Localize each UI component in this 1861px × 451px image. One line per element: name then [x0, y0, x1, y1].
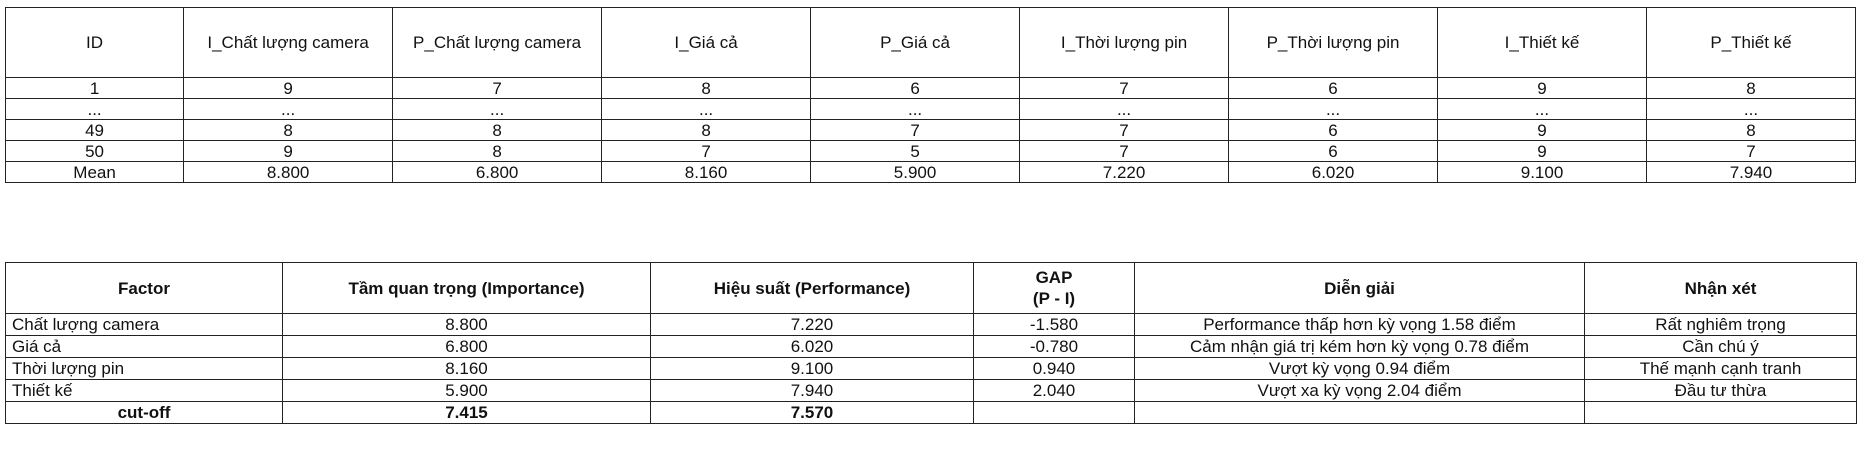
table-row — [6, 141, 1856, 162]
table-cell: 8 — [602, 120, 811, 141]
table-cell: 7 — [393, 78, 602, 99]
table-cell: 8.160 — [602, 162, 811, 183]
table-cell: ... — [1647, 99, 1856, 120]
table-header-row — [6, 263, 1857, 314]
table-cell: 7 — [811, 120, 1020, 141]
table-row — [6, 78, 1856, 99]
empty-cell — [1585, 402, 1857, 424]
table-cell: Cảm nhận giá trị kém hơn kỳ vọng 0.78 điểm — [1135, 336, 1585, 358]
table-cell: 8 — [393, 141, 602, 162]
table-row — [6, 99, 1856, 120]
table-cell: 9 — [1438, 120, 1647, 141]
table-cell: 9 — [1438, 141, 1647, 162]
header-comment: Nhận xét — [1585, 263, 1857, 314]
header-id: ID — [6, 8, 184, 78]
header-p-price: P_Giá cả — [811, 8, 1020, 78]
table-cell: 7 — [602, 141, 811, 162]
table-cell: 6.800 — [283, 336, 651, 358]
table-header-row — [6, 8, 1856, 78]
table-cell: 8 — [602, 78, 811, 99]
header-interpretation: Diễn giải — [1135, 263, 1585, 314]
table-cell: 1 — [6, 78, 184, 99]
cutoff-label: cut-off — [6, 402, 283, 424]
header-i-design: I_Thiết kế — [1438, 8, 1647, 78]
factor-cell: Chất lượng camera — [6, 314, 283, 336]
mean-row — [6, 162, 1856, 183]
header-i-price: I_Giá cả — [602, 8, 811, 78]
table-cell: 0.940 — [974, 358, 1135, 380]
table-cell: Performance thấp hơn kỳ vọng 1.58 điểm — [1135, 314, 1585, 336]
table-cell: 6 — [1229, 78, 1438, 99]
header-importance: Tầm quan trọng (Importance) — [283, 263, 651, 314]
table-cell: 7 — [1020, 141, 1229, 162]
table-cell: 5.900 — [283, 380, 651, 402]
table-cell: 9.100 — [1438, 162, 1647, 183]
table-cell: 50 — [6, 141, 184, 162]
table-cell: ... — [1229, 99, 1438, 120]
table-cell: 7 — [1020, 78, 1229, 99]
header-gap-title: GAP — [1035, 268, 1073, 287]
table-cell: 7 — [1647, 141, 1856, 162]
table-cell: 6.020 — [651, 336, 974, 358]
table-cell: ... — [811, 99, 1020, 120]
table-cell: ... — [602, 99, 811, 120]
table-cell: 8.160 — [283, 358, 651, 380]
header-p-camera: P_Chất lượng camera — [393, 8, 602, 78]
table-cell: 8 — [393, 120, 602, 141]
table-cell: -1.580 — [974, 314, 1135, 336]
table-cell: 5 — [811, 141, 1020, 162]
header-p-design: P_Thiết kế — [1647, 8, 1856, 78]
table-cell: 7.940 — [1647, 162, 1856, 183]
table-cell: Cần chú ý — [1585, 336, 1857, 358]
factor-cell: Thiết kế — [6, 380, 283, 402]
header-gap — [974, 263, 1135, 314]
table-cell: Mean — [6, 162, 184, 183]
table-cell: 8.800 — [184, 162, 393, 183]
empty-cell — [1135, 402, 1585, 424]
table-cell: 8 — [184, 120, 393, 141]
table-cell: -0.780 — [974, 336, 1135, 358]
factor-cell: Thời lượng pin — [6, 358, 283, 380]
table-cell: Vượt kỳ vọng 0.94 điểm — [1135, 358, 1585, 380]
table-row — [6, 336, 1857, 358]
survey-scores-table — [5, 7, 1856, 183]
table-cell: 6 — [811, 78, 1020, 99]
table-cell: 5.900 — [811, 162, 1020, 183]
table-cell: 8 — [1647, 120, 1856, 141]
header-p-battery: P_Thời lượng pin — [1229, 8, 1438, 78]
table-cell: Rất nghiêm trọng — [1585, 314, 1857, 336]
table-cell: ... — [184, 99, 393, 120]
empty-cell — [974, 402, 1135, 424]
table-cell: Vượt xa kỳ vọng 2.04 điểm — [1135, 380, 1585, 402]
table-cell: 6 — [1229, 120, 1438, 141]
table-cell: 7 — [1020, 120, 1229, 141]
table-cell: 9 — [1438, 78, 1647, 99]
table-row — [6, 120, 1856, 141]
table-cell: 9 — [184, 78, 393, 99]
table-cell: ... — [1020, 99, 1229, 120]
table-row — [6, 380, 1857, 402]
table-cell: 9 — [184, 141, 393, 162]
table-cell: 8 — [1647, 78, 1856, 99]
header-gap-formula: (P - I) — [1032, 289, 1076, 308]
header-i-battery: I_Thời lượng pin — [1020, 8, 1229, 78]
factor-cell: Giá cả — [6, 336, 283, 358]
table-row — [6, 314, 1857, 336]
table-cell: 6.020 — [1229, 162, 1438, 183]
cutoff-row — [6, 402, 1857, 424]
header-performance: Hiệu suất (Performance) — [651, 263, 974, 314]
table-row — [6, 358, 1857, 380]
table-cell: 6.800 — [393, 162, 602, 183]
table-cell: ... — [1438, 99, 1647, 120]
table-cell: 9.100 — [651, 358, 974, 380]
table-cell: 7.220 — [651, 314, 974, 336]
cutoff-performance: 7.570 — [651, 402, 974, 424]
table-cell: 49 — [6, 120, 184, 141]
header-factor: Factor — [6, 263, 283, 314]
table-cell: 6 — [1229, 141, 1438, 162]
table-cell: Thế mạnh cạnh tranh — [1585, 358, 1857, 380]
header-i-camera: I_Chất lượng camera — [184, 8, 393, 78]
ipa-gap-table — [5, 262, 1857, 424]
table-cell: 8.800 — [283, 314, 651, 336]
table-cell: Đầu tư thừa — [1585, 380, 1857, 402]
table-cell: ... — [393, 99, 602, 120]
table-cell: 2.040 — [974, 380, 1135, 402]
table-cell: ... — [6, 99, 184, 120]
cutoff-importance: 7.415 — [283, 402, 651, 424]
table-cell: 7.220 — [1020, 162, 1229, 183]
table-cell: 7.940 — [651, 380, 974, 402]
